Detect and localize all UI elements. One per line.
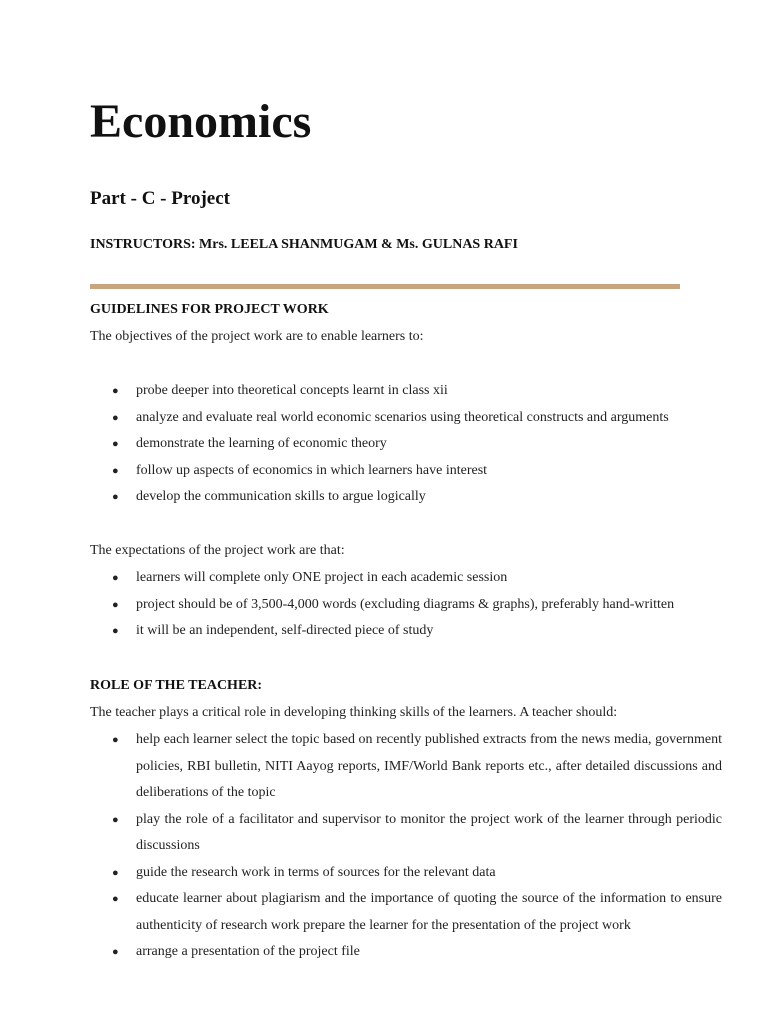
objectives-intro: The objectives of the project work are to enable learners to: (90, 329, 424, 344)
objectives-list (90, 378, 722, 511)
list-item: ● it will be an independent, self-directed piece of study (90, 618, 722, 645)
bullet-icon: ● (112, 734, 119, 746)
teacher-role-intro: The teacher plays a critical role in developing thinking skills of the learners. A teacher should: (90, 705, 618, 720)
guidelines-heading: GUIDELINES FOR PROJECT WORK (90, 302, 329, 317)
document-subtitle: Part - C - Project (90, 188, 230, 209)
teacher-role-heading: ROLE OF THE TEACHER: (90, 678, 263, 693)
bullet-icon: ● (112, 572, 119, 584)
bullet-icon: ● (112, 598, 119, 611)
list-item: ● help each learner select the topic based on recently published extracts from the news media, government policies, RBI bulletin, NITI Aayog reports, IMF/World Bank reports etc., after detailed discussions and deliberations of the topic (90, 727, 722, 807)
bullet-icon: ● (112, 893, 119, 905)
document-title: Economics (90, 95, 312, 148)
bullet-icon: ● (112, 813, 119, 826)
list-item: ● analyze and evaluate real world economic scenarios using theoretical constructs and arguments (90, 405, 722, 432)
section-divider (90, 284, 680, 289)
bullet-icon: ● (112, 464, 119, 477)
list-item: ● educate learner about plagiarism and the importance of quoting the source of the information to ensure authenticity of research work prepare the learner for the presentation of the project work (90, 886, 722, 939)
bullet-icon: ● (112, 625, 119, 637)
list-item: ● develop the communication skills to argue logically (90, 484, 722, 511)
list-item: ● arrange a presentation of the project file (90, 939, 722, 966)
list-item: ● play the role of a facilitator and supervisor to monitor the project work of the learner through periodic discussions (90, 807, 722, 860)
expectations-intro: The expectations of the project work are that: (90, 543, 345, 558)
bullet-icon: ● (112, 491, 119, 503)
list-item: ● guide the research work in terms of sources for the relevant data (90, 860, 722, 887)
bullet-icon: ● (112, 946, 119, 958)
instructors-line: INSTRUCTORS: Mrs. LEELA SHANMUGAM & Ms. GULNAS RAFI (90, 237, 518, 252)
bullet-icon: ● (112, 438, 119, 450)
list-item: ● probe deeper into theoretical concepts learnt in class xii (90, 378, 722, 405)
bullet-icon: ● (112, 866, 119, 879)
expectations-list (90, 565, 722, 645)
list-item: ● project should be of 3,500-4,000 words (excluding diagrams & graphs), preferably hand-written (90, 592, 722, 619)
teacher-role-list (90, 727, 722, 966)
list-item: ● learners will complete only ONE project in each academic session (90, 565, 722, 592)
list-item: ● follow up aspects of economics in which learners have interest (90, 458, 722, 485)
bullet-icon: ● (112, 411, 119, 424)
list-item: ● demonstrate the learning of economic theory (90, 431, 722, 458)
bullet-icon: ● (112, 385, 119, 397)
